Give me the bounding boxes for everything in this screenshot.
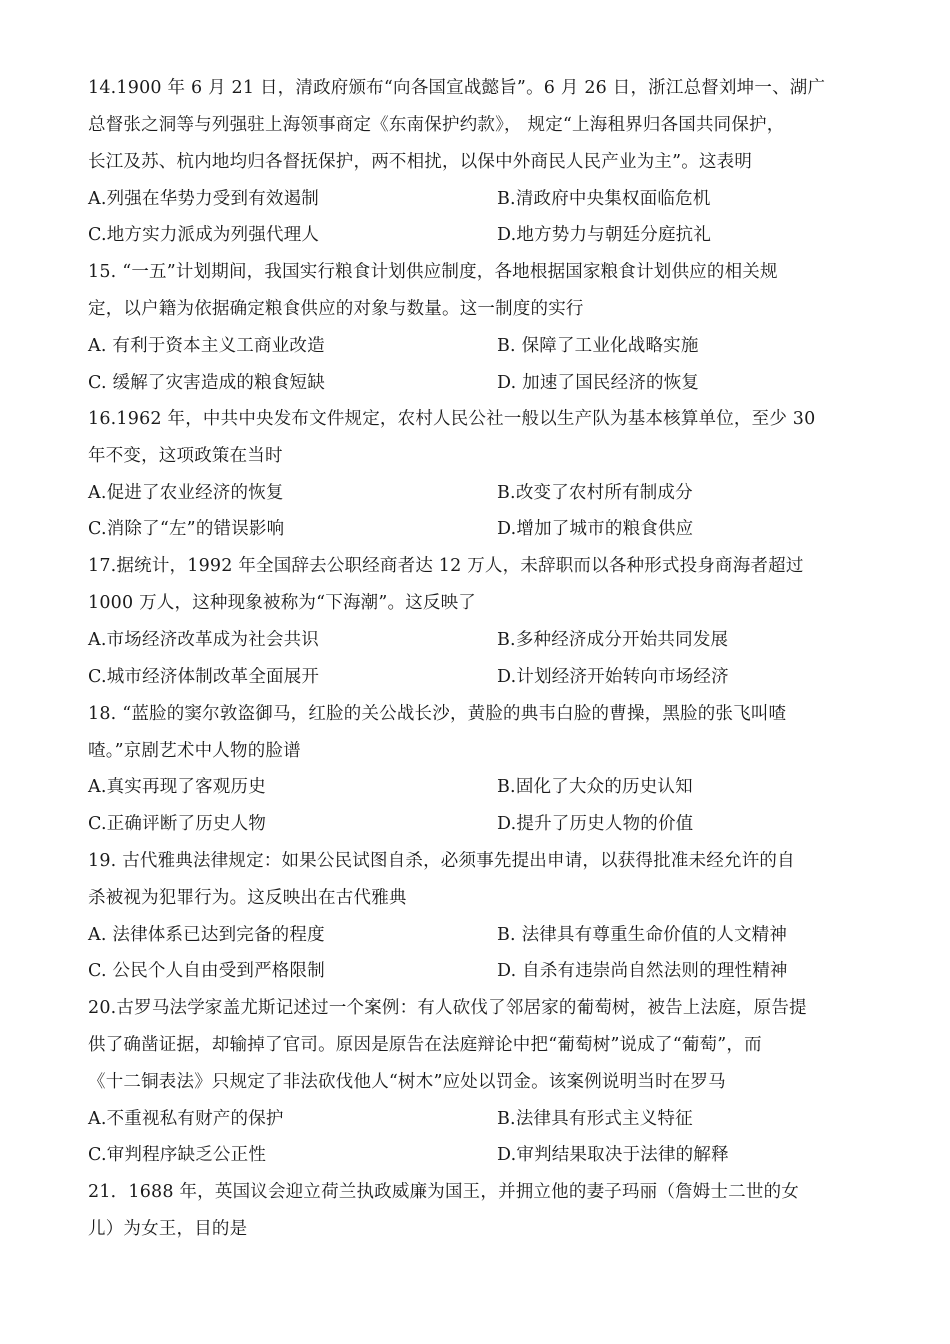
question-18-line-1: 18. “蓝脸的窦尔敦盗御马，红脸的关公战长沙，黄脸的典韦白脸的曹操，黑脸的张飞叫喳 (88, 704, 787, 724)
question-19-option-a: A. 法律体系已达到完备的程度 (88, 925, 325, 945)
question-14-option-c: C.地方实力派成为列强代理人 (88, 225, 320, 245)
question-15-option-a: A. 有利于资本主义工商业改造 (88, 336, 325, 356)
question-15-option-d: D. 加速了国民经济的恢复 (497, 373, 700, 393)
question-20-option-a: A.不重视私有财产的保护 (88, 1109, 284, 1129)
question-14-option-b: B.清政府中央集权面临危机 (497, 189, 711, 209)
question-16-line-1: 16.1962 年，中共中央发布文件规定，农村人民公社一般以生产队为基本核算单位，至少 30 (88, 409, 816, 429)
question-20-line-1: 20.古罗马法学家盖尤斯记述过一个案例：有人砍伐了邻居家的葡萄树，被告上法庭，原告提 (88, 998, 807, 1018)
question-19-line-2: 杀被视为犯罪行为。这反映出在古代雅典 (88, 888, 407, 908)
question-15-line-2: 定，以户籍为依据确定粮食供应的对象与数量。这一制度的实行 (88, 299, 584, 319)
question-17-line-1: 17.据统计，1992 年全国辞去公职经商者达 12 万人，未辞职而以各种形式投身商海者超过 (88, 556, 804, 576)
question-20-line-2: 供了确凿证据，却输掉了官司。原因是原告在法庭辩论中把“葡萄树”说成了“葡萄”，而 (88, 1035, 762, 1055)
question-16-option-c: C.消除了“左”的错误影响 (88, 519, 285, 539)
question-14-option-d: D.地方势力与朝廷分庭抗礼 (497, 225, 712, 245)
question-14-line-2: 总督张之洞等与列强驻上海领事商定《东南保护约款》， 规定“上海租界归各国共同保护， (88, 115, 785, 135)
question-14-line-1: 14.1900 年 6 月 21 日，清政府颁布“向各国宣战懿旨”。6 月 26 日，浙江总督刘坤一、湖广 (88, 78, 826, 98)
question-17-option-a: A.市场经济改革成为社会共识 (88, 630, 319, 650)
question-19-option-c: C. 公民个人自由受到严格限制 (88, 961, 325, 981)
question-17-option-c: C.城市经济体制改革全面展开 (88, 667, 320, 687)
question-18-option-c: C.正确评断了历史人物 (88, 814, 267, 834)
question-21-line-1: 21．1688 年，英国议会迎立荷兰执政威廉为国王，并拥立他的妻子玛丽（詹姆士二世的女 (88, 1182, 799, 1202)
question-20-option-d: D.审判结果取决于法律的解释 (497, 1145, 729, 1165)
question-15-option-c: C. 缓解了灾害造成的粮食短缺 (88, 373, 325, 393)
question-16-line-2: 年不变，这项政策在当时 (88, 446, 283, 466)
question-20-option-b: B.法律具有形式主义特征 (497, 1109, 693, 1129)
question-20-option-c: C.审判程序缺乏公正性 (88, 1145, 267, 1165)
question-19-line-1: 19. 古代雅典法律规定：如果公民试图自杀，必须事先提出申请，以获得批准未经允许的自 (88, 851, 795, 871)
question-16-option-d: D.增加了城市的粮食供应 (497, 519, 694, 539)
question-21-line-2: 儿）为女王，目的是 (88, 1219, 248, 1239)
question-20-line-3: 《十二铜表法》只规定了非法砍伐他人“树木”应处以罚金。该案例说明当时在罗马 (88, 1072, 726, 1092)
question-19-option-d: D. 自杀有违崇尚自然法则的理性精神 (497, 961, 788, 981)
question-17-line-2: 1000 万人，这种现象被称为“下海潮”。这反映了 (88, 593, 476, 613)
question-15-line-1: 15. “一五”计划期间，我国实行粮食计划供应制度，各地根据国家粮食计划供应的相关规 (88, 262, 778, 282)
question-17-option-d: D.计划经济开始转向市场经济 (497, 667, 729, 687)
question-15-option-b: B. 保障了工业化战略实施 (497, 336, 699, 356)
question-14-line-3: 长江及苏、杭内地均归各督抚保护，两不相扰，以保中外商民人民产业为主”。这表明 (88, 152, 753, 172)
question-19-option-b: B. 法律具有尊重生命价值的人文精神 (497, 925, 788, 945)
question-16-option-a: A.促进了农业经济的恢复 (88, 483, 284, 503)
question-18-line-2: 喳。”京剧艺术中人物的脸谱 (88, 741, 301, 761)
question-18-option-d: D.提升了历史人物的价值 (497, 814, 694, 834)
question-14-option-a: A.列强在华势力受到有效遏制 (88, 189, 319, 209)
question-16-option-b: B.改变了农村所有制成分 (497, 483, 693, 503)
question-18-option-a: A.真实再现了客观历史 (88, 777, 266, 797)
question-18-option-b: B.固化了大众的历史认知 (497, 777, 693, 797)
question-17-option-b: B.多种经济成分开始共同发展 (497, 630, 729, 650)
